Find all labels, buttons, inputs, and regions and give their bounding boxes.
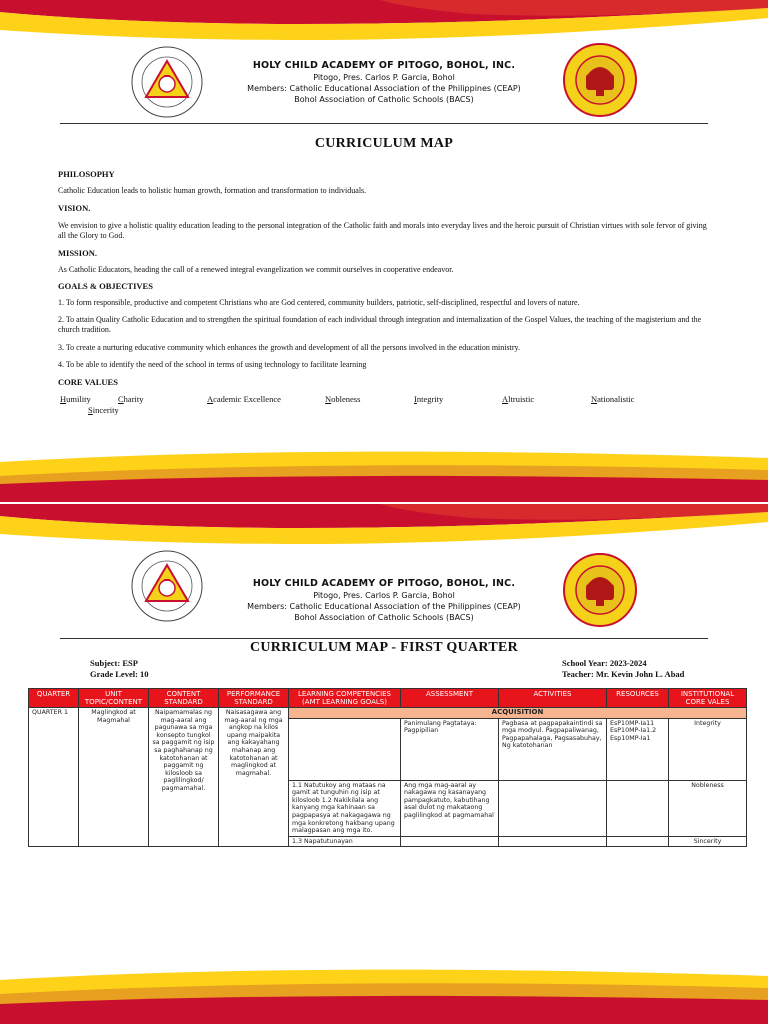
curriculum-table bbox=[28, 688, 747, 847]
activities-cell bbox=[499, 836, 607, 847]
column-header: PERFORMANCE STANDARD bbox=[219, 689, 289, 708]
column-header: ACTIVITIES bbox=[499, 689, 607, 708]
resources-cell bbox=[607, 836, 669, 847]
school-name: HOLY CHILD ACADEMY OF PITOGO, BOHOL, INC. bbox=[252, 60, 516, 71]
column-header: RESOURCES bbox=[607, 689, 669, 708]
goal-item: 1. To form responsible, productive and competent Christians who are God centered, community builders, patriotic, self-disciplined, respectful and lovers of nature. bbox=[58, 298, 580, 307]
core-value: Humility bbox=[60, 394, 91, 404]
core-value: Charity bbox=[118, 394, 144, 404]
column-header: INSTITUTIONAL CORE VALES bbox=[669, 689, 747, 708]
column-header: LEARNING COMPETENCIES (AMT LEARNING GOALS) bbox=[289, 689, 401, 708]
school-members: Members: Catholic Educational Association of the Philippines (CEAP) bbox=[247, 84, 521, 93]
goals-heading: GOALS & OBJECTIVES bbox=[58, 281, 153, 291]
competency-cell bbox=[289, 718, 401, 780]
performance-standard-cell: Naisasagawa ang mag-aaral ng mga angkop na kilos upang maipakita ang kakayahang mahanap ang katotohanan at maglingkod at magmahal. bbox=[219, 708, 289, 847]
page-title: CURRICULUM MAP - FIRST QUARTER bbox=[249, 640, 519, 655]
school-header bbox=[0, 578, 768, 622]
core-value-cell: Nobleness bbox=[669, 780, 747, 836]
school-members: Members: Catholic Educational Association of the Philippines (CEAP) bbox=[247, 602, 521, 611]
resources-cell: EsP10MP-Ia11 EsP10MP-Ia1.2 Esp10MP-Ia1 bbox=[607, 718, 669, 780]
activities-cell bbox=[499, 780, 607, 836]
competency-cell: 1.3 Napatutunayan bbox=[289, 836, 401, 847]
core-value: Nationalistic bbox=[591, 394, 635, 404]
mission-text: As Catholic Educators, heading the call of a renewed integral evangelization we commit ourselves in cooperative endeavor. bbox=[58, 265, 454, 274]
activities-cell: Pagbasa at pagpapakaintindi sa mga modyul. Pagpapaliwanag, Pagpapahalaga, Pagsasabuhay, Ng katotohanan bbox=[499, 718, 607, 780]
school-address: Pitogo, Pres. Carlos P. Garcia, Bohol bbox=[313, 73, 455, 82]
core-value: Academic Excellence bbox=[207, 394, 281, 404]
table-row bbox=[29, 708, 747, 719]
bottom-banner bbox=[0, 956, 768, 1024]
school-year-label: School Year: 2023-2024 bbox=[562, 658, 647, 668]
core-value: Integrity bbox=[414, 394, 444, 404]
core-value-cell: Integrity bbox=[669, 718, 747, 780]
content-standard-cell: Naipamamalas ng mag-aaral ang pagunawa sa mga konsepto tungkol sa paggamit ng isip sa paghahanap ng katotohanan at paggamit ng kilosloob sa paglilingkod/ pagmamahal. bbox=[149, 708, 219, 847]
subject-label: Subject: ESP bbox=[90, 658, 138, 668]
core-value-cell: Sincerity bbox=[669, 836, 747, 847]
core-value: Nobleness bbox=[325, 394, 361, 404]
quarter-cell: QUARTER 1 bbox=[29, 708, 79, 847]
school-association: Bohol Association of Catholic Schools (BACS) bbox=[294, 95, 474, 104]
grade-label: Grade Level: 10 bbox=[90, 669, 149, 679]
school-header bbox=[0, 60, 768, 104]
core-values-heading: CORE VALUES bbox=[58, 377, 118, 387]
vision-heading: VISION. bbox=[58, 203, 91, 213]
core-value: Altruistic bbox=[502, 394, 535, 404]
table-header-row bbox=[29, 689, 747, 708]
resources-cell bbox=[607, 780, 669, 836]
vision-text: We envision to give a holistic quality education leading to the personal integration of the Catholic faith and morals into everyday lives and the heroic pursuit of Christian virtues with sole fervor of giving all the Glory to God. bbox=[58, 221, 707, 240]
goal-item: 3. To create a nurturing educative community which enhances the growth and development of all the persons involved in the education ministry. bbox=[58, 343, 520, 352]
column-header: UNIT TOPIC/CONTENT bbox=[79, 689, 149, 708]
column-header: CONTENT STANDARD bbox=[149, 689, 219, 708]
acquisition-banner: ACQUISITION bbox=[289, 708, 747, 719]
school-name: HOLY CHILD ACADEMY OF PITOGO, BOHOL, INC. bbox=[252, 578, 516, 589]
goal-item: 4. To be able to identify the need of the school in terms of using technology to facilitate learning bbox=[58, 360, 367, 369]
school-address: Pitogo, Pres. Carlos P. Garcia, Bohol bbox=[313, 591, 455, 600]
assessment-cell: Panimulang Pagtataya: Pagpipilian bbox=[401, 718, 499, 780]
top-banner bbox=[0, 504, 768, 552]
header-rule bbox=[60, 638, 708, 639]
school-association: Bohol Association of Catholic Schools (BACS) bbox=[294, 613, 474, 622]
column-header: ASSESSMENT bbox=[401, 689, 499, 708]
page-title: CURRICULUM MAP bbox=[314, 136, 454, 151]
page-two bbox=[0, 504, 768, 1024]
assessment-cell: Ang mga mag-aaral ay nakagawa ng kasanayang pampagkatuto, kabutihang asal dulot ng makataong paglilingkod at pagmamahal bbox=[401, 780, 499, 836]
teacher-label: Teacher: Mr. Kevin John L. Abad bbox=[562, 669, 685, 679]
philosophy-heading: PHILOSOPHY bbox=[58, 169, 115, 179]
column-header: QUARTER bbox=[29, 689, 79, 708]
bottom-banner bbox=[0, 440, 768, 502]
mission-heading: MISSION. bbox=[58, 248, 97, 258]
assessment-cell bbox=[401, 836, 499, 847]
core-value: Sincerity bbox=[88, 405, 119, 415]
competency-cell: 1.1 Natutukoy ang mataas na gamit at tunguhin ng isip at kilosloob 1.2 Nakikilala ang kanyang mga kahinaan sa pagpapasya at nakagagawa ng mga konkretong hakbang upang malagpasan ang mga ito. bbox=[289, 780, 401, 836]
philosophy-text: Catholic Education leads to holistic human growth, formation and transformation to individuals. bbox=[58, 186, 367, 195]
top-banner bbox=[0, 0, 768, 48]
header-rule bbox=[60, 123, 708, 124]
page-one bbox=[0, 0, 768, 502]
goal-item: 2. To attain Quality Catholic Education and to strengthen the spiritual foundation of each individual through integration and internalization of the Gospel Values, the teaching of the magisterium and the church tradition. bbox=[58, 315, 702, 334]
unit-cell: Maglingkod at Magmahal bbox=[79, 708, 149, 847]
